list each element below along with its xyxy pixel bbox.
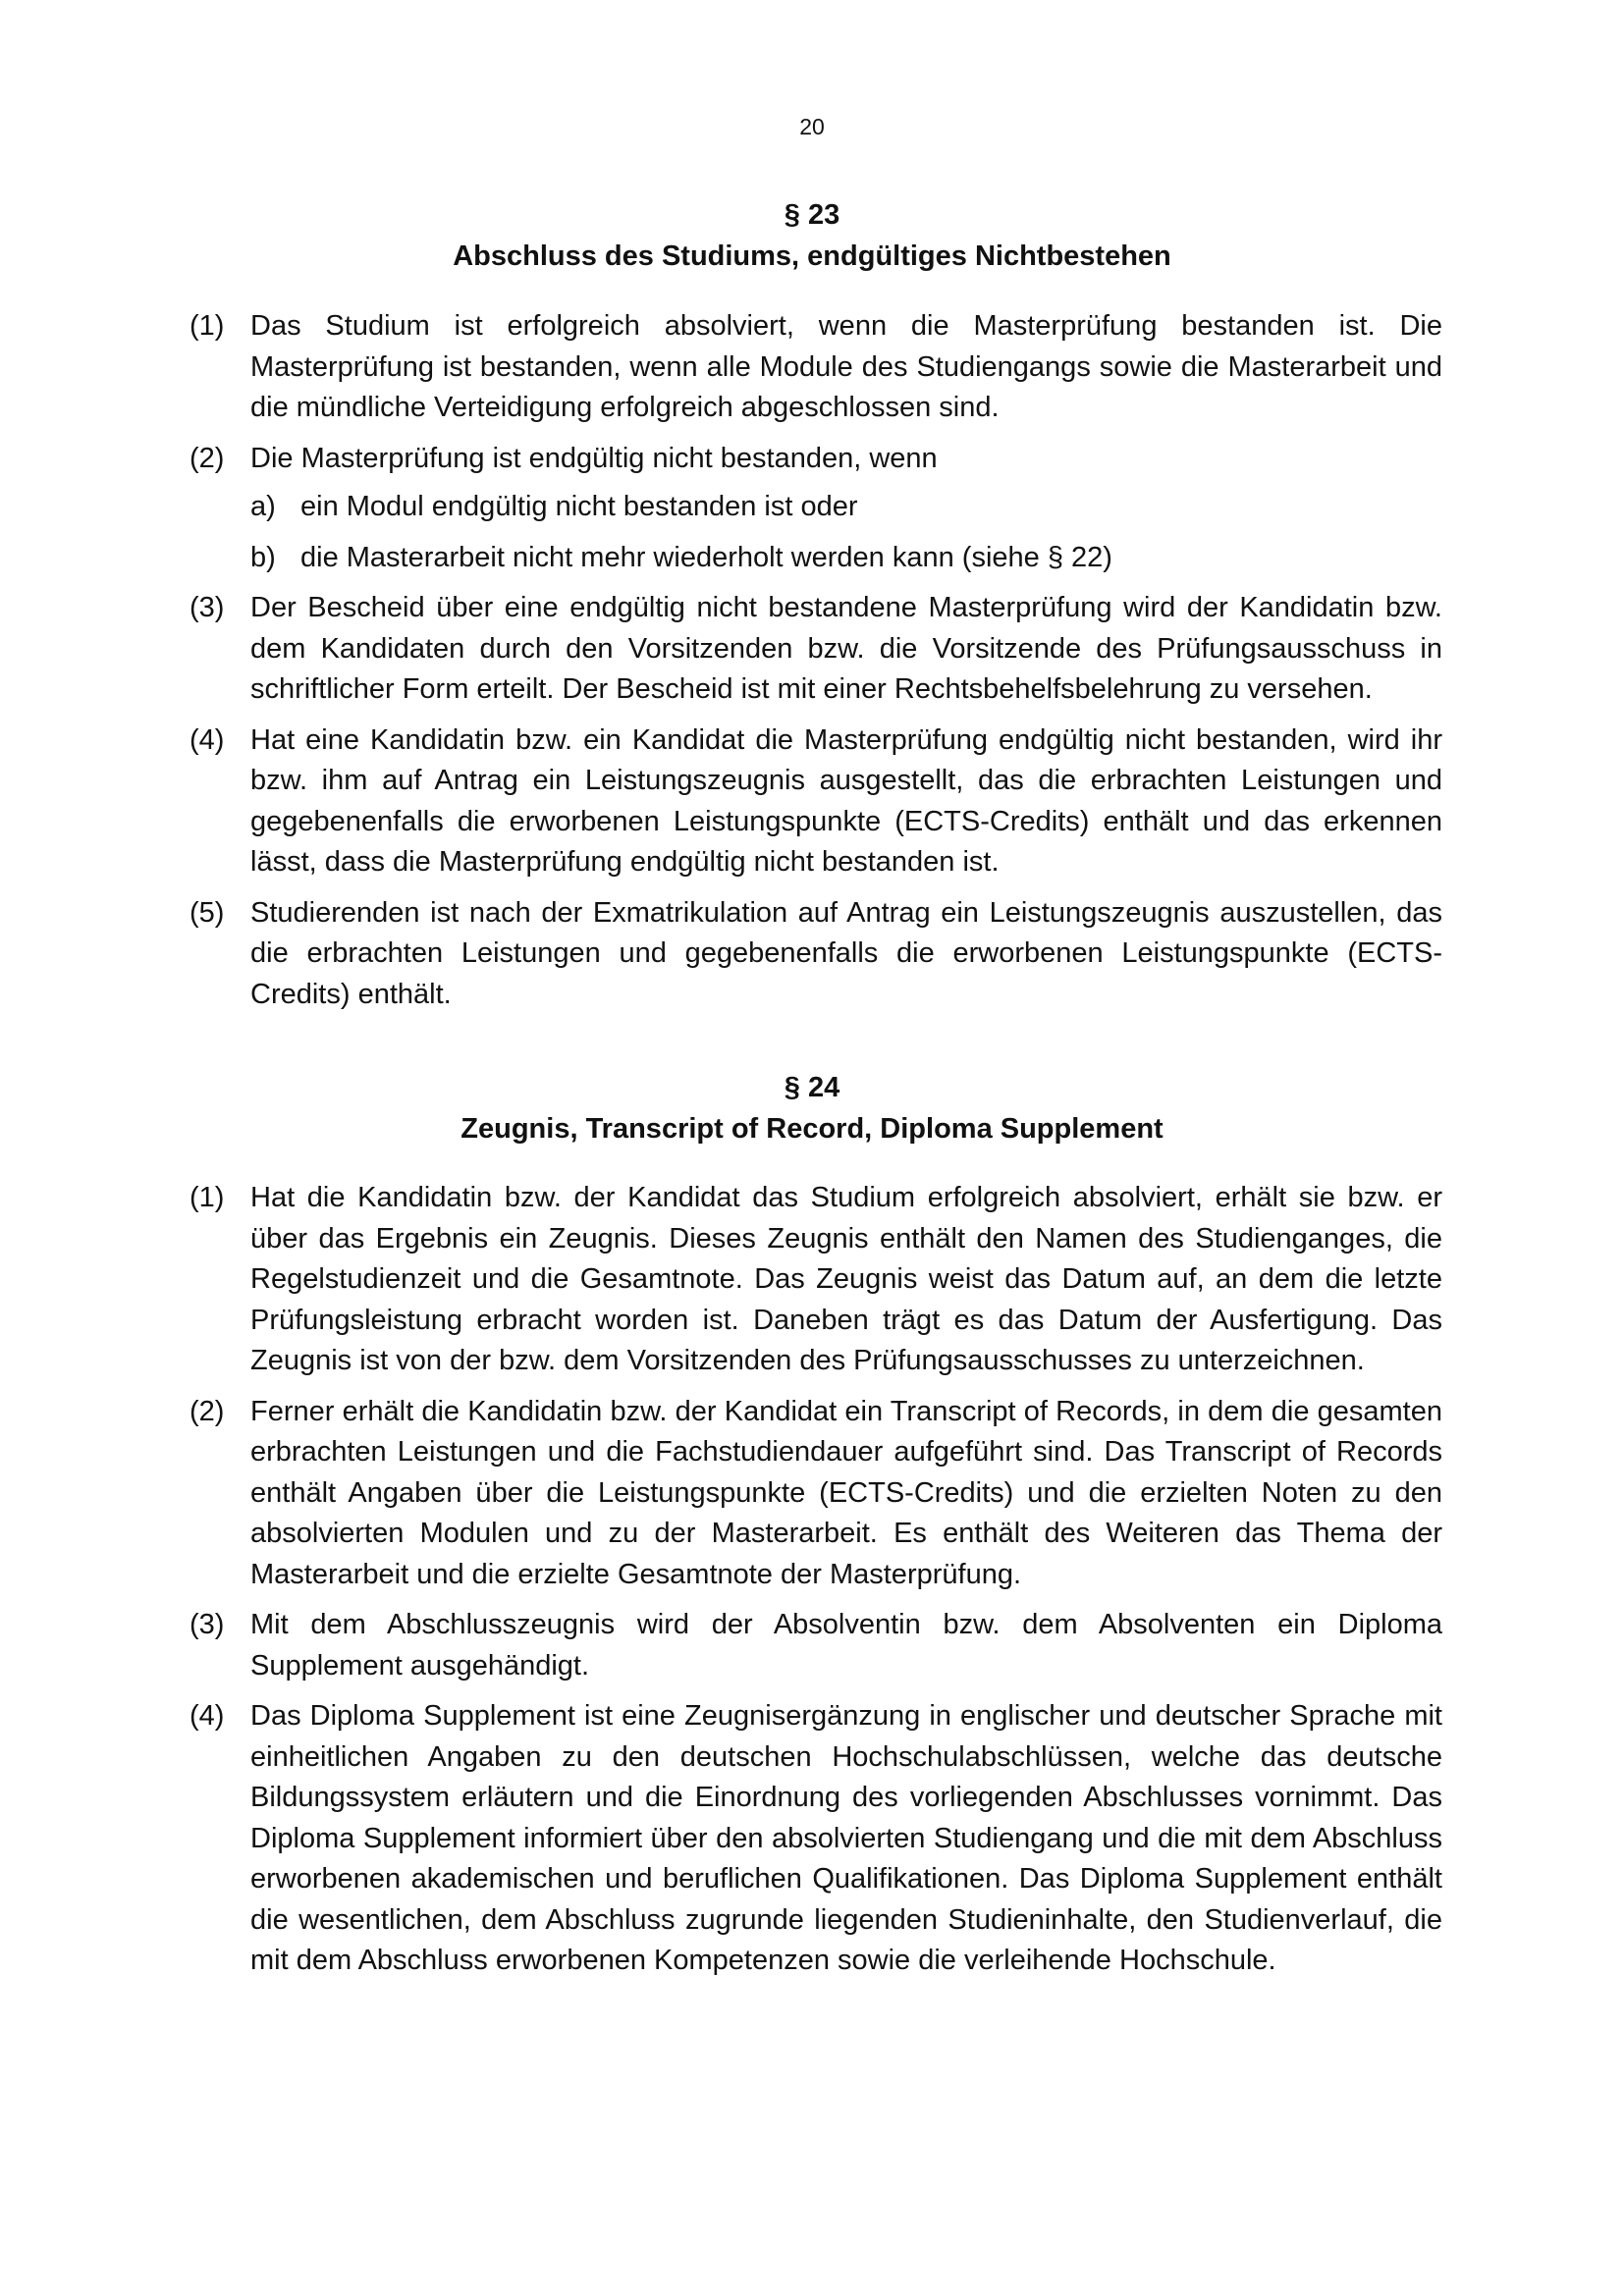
section-title: Abschluss des Studiums, endgültiges Nichtbestehen — [453, 240, 1171, 272]
list-item — [250, 487, 1442, 528]
list-item-text: ein Modul endgültig nicht bestanden ist oder — [300, 491, 858, 522]
paragraph-number: (2) — [189, 442, 225, 474]
paragraph — [189, 588, 1442, 711]
section-23-paragraphs — [189, 306, 1442, 1025]
paragraph — [189, 439, 1442, 579]
sublist — [250, 487, 1442, 578]
list-item — [250, 538, 1442, 579]
paragraph-text: Das Studium ist erfolgreich absolviert, wenn die Masterprüfung bestanden ist. Die Masterprüfung ist bestanden, wenn alle Module des Studiengangs sowie die Masterarbeit und die mündliche Verteidigung erfolgreich abgeschlossen sind. — [250, 310, 1442, 423]
page-number: 20 — [799, 114, 825, 139]
section-title: Zeugnis, Transcript of Record, Diploma Supplement — [460, 1113, 1164, 1145]
paragraph-text: Studierenden ist nach der Exmatrikulation auf Antrag ein Leistungszeugnis auszustellen, das die erbrachten Leistungen und gegebenenfalls die erworbenen Leistungspunkte (ECTS-Credits) enthält. — [250, 896, 1442, 1010]
list-item-marker: b) — [250, 541, 276, 573]
paragraph — [189, 306, 1442, 429]
paragraph-text: Das Diploma Supplement ist eine Zeugnisergänzung in englischer und deutscher Sprache mit einheitlichen Angaben zu den deutschen Hochschulabschlüssen, welche das deutsche Bildungssystem erläutern und die Einordnung des vorliegenden Abschlusses vornimmt. Das Diploma Supplement informiert über den absolvierten Studiengang und die mit dem Abschluss erworbenen akademischen und beruflichen Qualifikationen. Das Diploma Supplement enthält die wesentlichen, dem Abschluss zugrunde liegenden Studieninhalte, den Studienverlauf, die mit dem Abschluss erworbenen Kompetenzen sowie die verleihende Hochschule. — [250, 1700, 1442, 1976]
section-heading-23 — [0, 194, 1624, 277]
paragraph-number: (4) — [189, 1700, 225, 1732]
paragraph-number: (1) — [189, 1182, 225, 1213]
list-item-marker: a) — [250, 491, 276, 522]
paragraph-text: Hat die Kandidatin bzw. der Kandidat das Studium erfolgreich absolviert, erhält sie bzw. er über das Ergebnis ein Zeugnis. Dieses Zeugnis enthält den Namen des Studienganges, die Regelstudienzeit und die Gesamtnote. Das Zeugnis weist das Datum auf, an dem die letzte Prüfungsleistung erbracht worden ist. Daneben trägt es das Datum der Ausfertigung. Das Zeugnis ist von der bzw. dem Vorsitzenden des Prüfungsausschusses zu unterzeichnen. — [250, 1182, 1442, 1376]
paragraph-number: (5) — [189, 896, 225, 929]
paragraph-text: Mit dem Abschlusszeugnis wird der Absolventin bzw. dem Absolventen ein Diploma Supplement ausgehändigt. — [250, 1609, 1442, 1682]
paragraph — [189, 1392, 1442, 1596]
paragraph-text: Der Bescheid über eine endgültig nicht bestandene Masterprüfung wird der Kandidatin bzw. dem Kandidaten durch den Vorsitzenden bzw. die Vorsitzende des Prüfungsausschuss in schriftlicher Form erteilt. Der Bescheid ist mit einer Rechtsbehelfsbelehrung zu versehen. — [250, 592, 1442, 705]
paragraph-number: (4) — [189, 723, 225, 756]
paragraph-text: Ferner erhält die Kandidatin bzw. der Kandidat ein Transcript of Records, in dem die gesamten erbrachten Leistungen und die Fachstudiendauer aufgeführt sind. Das Transcript of Records enthält Angaben über die Leistungspunkte (ECTS-Credits) und die erzielten Noten zu den absolvierten Modulen und zu der Masterarbeit. Es enthält des Weiteren das Thema der Masterarbeit und die erzielte Gesamtnote der Masterprüfung. — [250, 1395, 1442, 1590]
paragraph-number: (3) — [189, 1609, 225, 1640]
paragraph-number: (3) — [189, 592, 225, 623]
section-24-paragraphs — [189, 1178, 1442, 1992]
paragraph-text: Hat eine Kandidatin bzw. ein Kandidat die Masterprüfung endgültig nicht bestanden, wird ihr bzw. ihm auf Antrag ein Leistungszeugnis ausgestellt, das die erbrachten Leistungen und gegebenenfalls die erworbenen Leistungspunkte (ECTS-Credits) enthält und das erkennen lässt, dass die Masterprüfung endgültig nicht bestanden ist. — [250, 723, 1442, 878]
section-number: § 24 — [784, 1072, 840, 1103]
paragraph-number: (1) — [189, 310, 225, 342]
paragraph — [189, 893, 1442, 1016]
section-number: § 23 — [784, 199, 840, 231]
section-heading-24 — [0, 1067, 1624, 1149]
paragraph-text: Die Masterprüfung ist endgültig nicht bestanden, wenn — [250, 442, 938, 474]
paragraph — [189, 721, 1442, 883]
list-item-text: die Masterarbeit nicht mehr wiederholt werden kann (siehe § 22) — [300, 541, 1112, 573]
paragraph — [189, 1178, 1442, 1382]
paragraph-number: (2) — [189, 1395, 225, 1427]
paragraph — [189, 1696, 1442, 1982]
paragraph — [189, 1605, 1442, 1686]
